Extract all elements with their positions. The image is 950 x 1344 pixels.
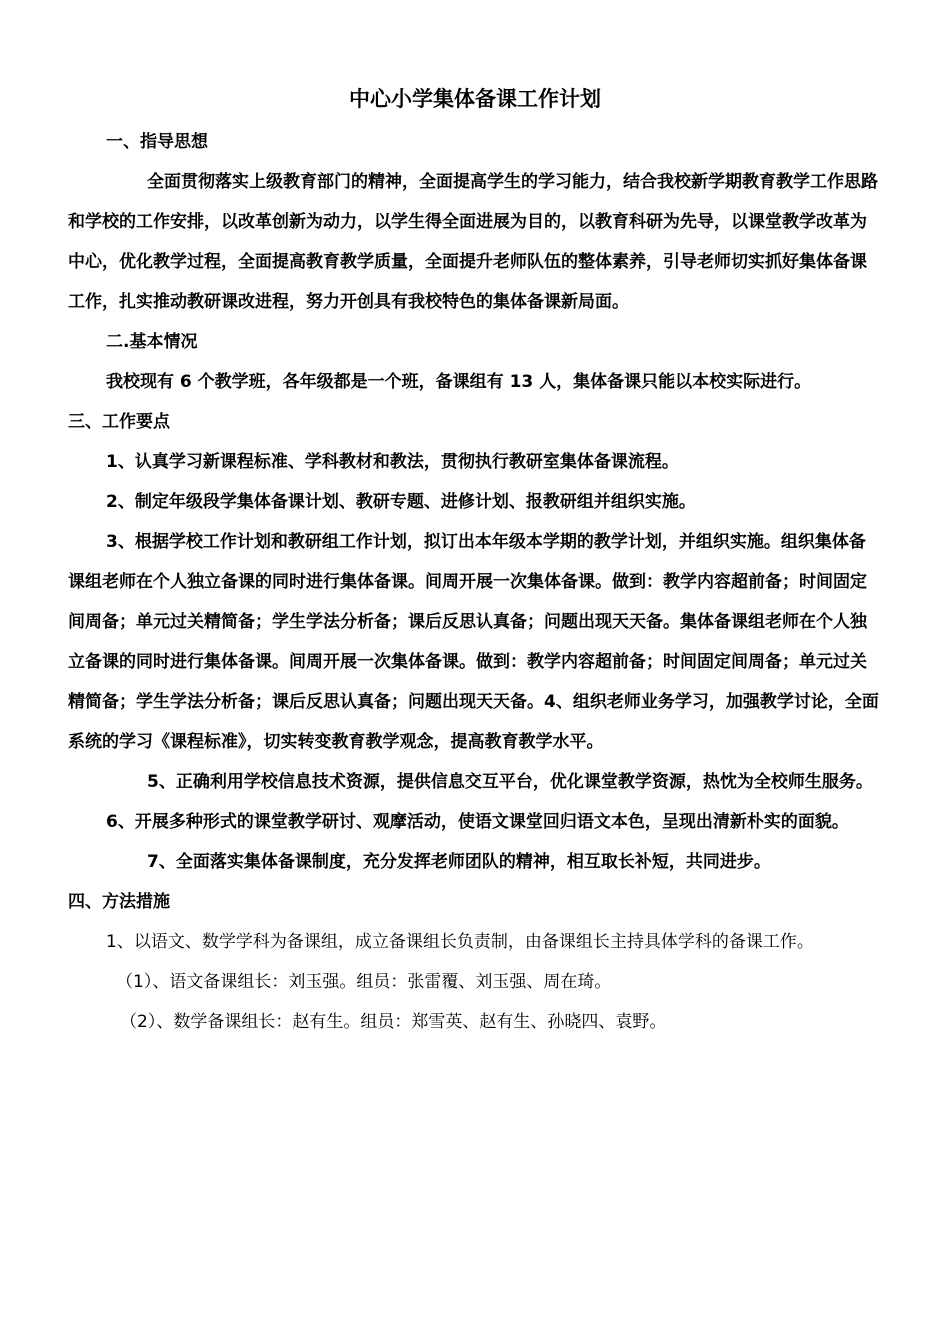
paragraph-basic-situation: 我校现有 6 个教学班，各年级都是一个班，备课组有 13 人，集体备课只能以本校实际进行。	[106, 372, 812, 392]
document-body	[68, 122, 880, 1042]
method-item-1: 1、以语文、数学学科为备课组，成立备课组长负责制，由备课组长主持具体学科的备课工作。	[106, 932, 814, 952]
section-heading-work-points: 三、工作要点	[68, 412, 170, 432]
work-point-3-4: 3、根据学校工作计划和教研组工作计划，拟订出本年级本学期的教学计划，并组织实施。组织集体备课组老师在个人独立备课的同时进行集体备课。间周开展一次集体备课。做到：教学内容超前备；时间固定间周备；单元过关精简备；学生学法分析备；课后反思认真备；问题出现天天备。集体备课组老师在个人独立备课的同时进行集体备课。间周开展一次集体备课。做到：教学内容超前备；时间固定间周备；单元过关精简备；学生学法分析备；课后反思认真备；问题出现天天备。4、组织老师业务学习，加强教学讨论，全面系统的学习《课程标准》，切实转变教育教学观念，提高教育教学水平。	[68, 532, 879, 752]
section-heading-methods: 四、方法措施	[68, 892, 170, 912]
work-point-1: 1、认真学习新课程标准、学科教材和教法，贯彻执行教研室集体备课流程。	[106, 452, 679, 472]
method-sub-item-math-group: （2）、数学备课组长：赵有生。组员：郑雪英、赵有生、孙晓四、袁野。	[120, 1012, 667, 1032]
paragraph-guiding-ideology: 全面贯彻落实上级教育部门的精神，全面提高学生的学习能力，结合我校新学期教育教学工作思路和学校的工作安排，以改革创新为动力，以学生得全面进展为目的，以教育科研为先导，以课堂教学改革为中心，优化教学过程，全面提高教育教学质量，全面提升老师队伍的整体素养，引导老师切实抓好集体备课工作，扎实推动教研课改进程，努力开创具有我校特色的集体备课新局面。	[68, 172, 878, 312]
work-point-7: 7、全面落实集体备课制度，充分发挥老师团队的精神，相互取长补短，共同进步。	[147, 852, 771, 872]
document-title: 中心小学集体备课工作计划	[349, 87, 601, 111]
method-sub-item-chinese-group: （1）、语文备课组长：刘玉强。组员：张雷覆、刘玉强、周在琦。	[116, 972, 612, 992]
section-heading-guiding-ideology: 一、指导思想	[106, 132, 208, 152]
work-point-2: 2、制定年级段学集体备课计划、教研专题、进修计划、报教研组并组织实施。	[106, 492, 696, 512]
work-point-6: 6、开展多种形式的课堂教学研讨、观摩活动，使语文课堂回归语文本色，呈现出清新朴实的面貌。	[106, 812, 849, 832]
work-point-5: 5、正确利用学校信息技术资源，提供信息交互平台，优化课堂教学资源，热忱为全校师生服务。	[147, 772, 873, 792]
section-heading-basic-situation: 二.基本情况	[106, 332, 198, 352]
